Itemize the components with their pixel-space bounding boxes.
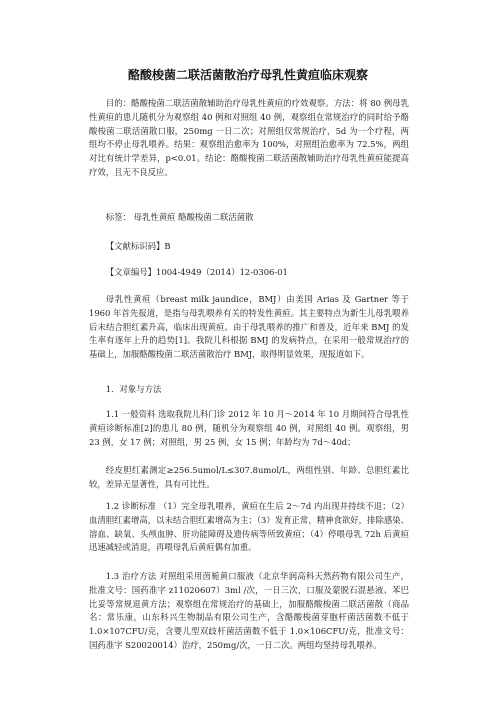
keywords-line: 标签： 母乳性黄疸 酪酸梭菌二联活菌散 [105,212,254,222]
article-number: 【文章编号】1004-4949（2014）12-0306-01 [105,267,288,277]
abstract-paragraph: 目的：酪酸梭菌二联活菌散辅助治疗母乳性黄疸的疗效观察。方法：将 80 例母乳性黄疸的患儿随机分为观察组 40 例和对照组 40 例，观察组在常规治疗的同时给予酪酸梭菌二联活菌散口服，250mg 一日二次；对照组仅常规治疗，5d 为一个疗程，两组均不停止母乳喂养。结果：观察组治愈率为 100%，对照组治愈率为 72.5%，两组对比有统计学差异，p<0.01。结论：酪酸梭菌二联活菌散辅助治疗母乳性黄疸能提高疗效，且无不良反应。 [89,98,409,177]
diagnosis-criteria-paragraph: 1.2 诊断标准 （1）完全母乳喂养，黄疸在生后 2～7d 内出现并持续不退；（2）血清胆红素增高，以未结合胆红素增高为主；（3）发育正常，精神食欲好，排除感染、溶血、缺氧、头颅血肿、肝功能障碍及遗传病等所致黄疸；（4）停喂母乳 72h 后黄疸迅速减轻或消退，再喂母乳后黄疸偶有加重。 [89,501,409,553]
document-code: 【文献标识码】B [105,241,171,251]
intro-paragraph: 母乳性黄疸（breast milk jaundice，BMJ）由美国 Arias 及 Gartner 等于 1960 年首先报道，是指与母乳喂养有关的特发性黄疸。其主要特点为新生儿母乳喂养后未结合胆红素升高，临床出现黄疸。由于母乳喂养的推广和普及，近年来 BMJ 的发生率有逐年上升的趋势[1]。我院儿科根据 BMJ 的发病特点，在采用一般常规治疗的基础上，加服酪酸梭菌二联活菌散治疗 BMJ，取得明显效果，现报道如下。 [89,294,409,360]
general-info-paragraph: 1.1 一般资料 选取我院儿科门诊 2012 年 10 月～2014 年 10 月期间符合母乳性黄疸诊断标准[2]的患儿 80 例，随机分为观察组 40 例，对照组 40 例。观察组，男 23 例，女 17 例；对照组，男 25 例，女 15 例；年龄均为 7d～40d； [89,409,409,447]
bilirubin-paragraph: 经皮胆红素测定≥256.5umol/L≤307.8umol/L，两组性别、年龄、总胆红素比较，差异无显著性，具有可比性。 [89,465,409,489]
page-title: 酪酸梭菌二联活菌散治疗母乳性黄疸临床观察 [127,68,368,82]
treatment-method-paragraph: 1.3 治疗方法 对照组采用茵栀黄口服液（北京华润高科天然药物有限公司生产，批准文号：国药准字 z11020607）3ml /次，一日三次，口服及蒙脱石混悬液、苯巴比妥等常规退黄方法；观察组在常规治疗的基础上，加服酪酸梭菌二联活菌散（商品名：常乐康，山东科兴生物制品有限公司生产，含酪酸梭菌芽胞杆菌活菌数不低于 1.0×107CFU/克，含婴儿型双歧杆菌活菌数不低于 1.0×106CFU/克，批准文号：国药准字 S20020014）治疗，250mg/次，一日二次。两组均坚持母乳喂养。 [89,571,409,650]
section-heading: 1．对象与方法 [105,384,162,394]
